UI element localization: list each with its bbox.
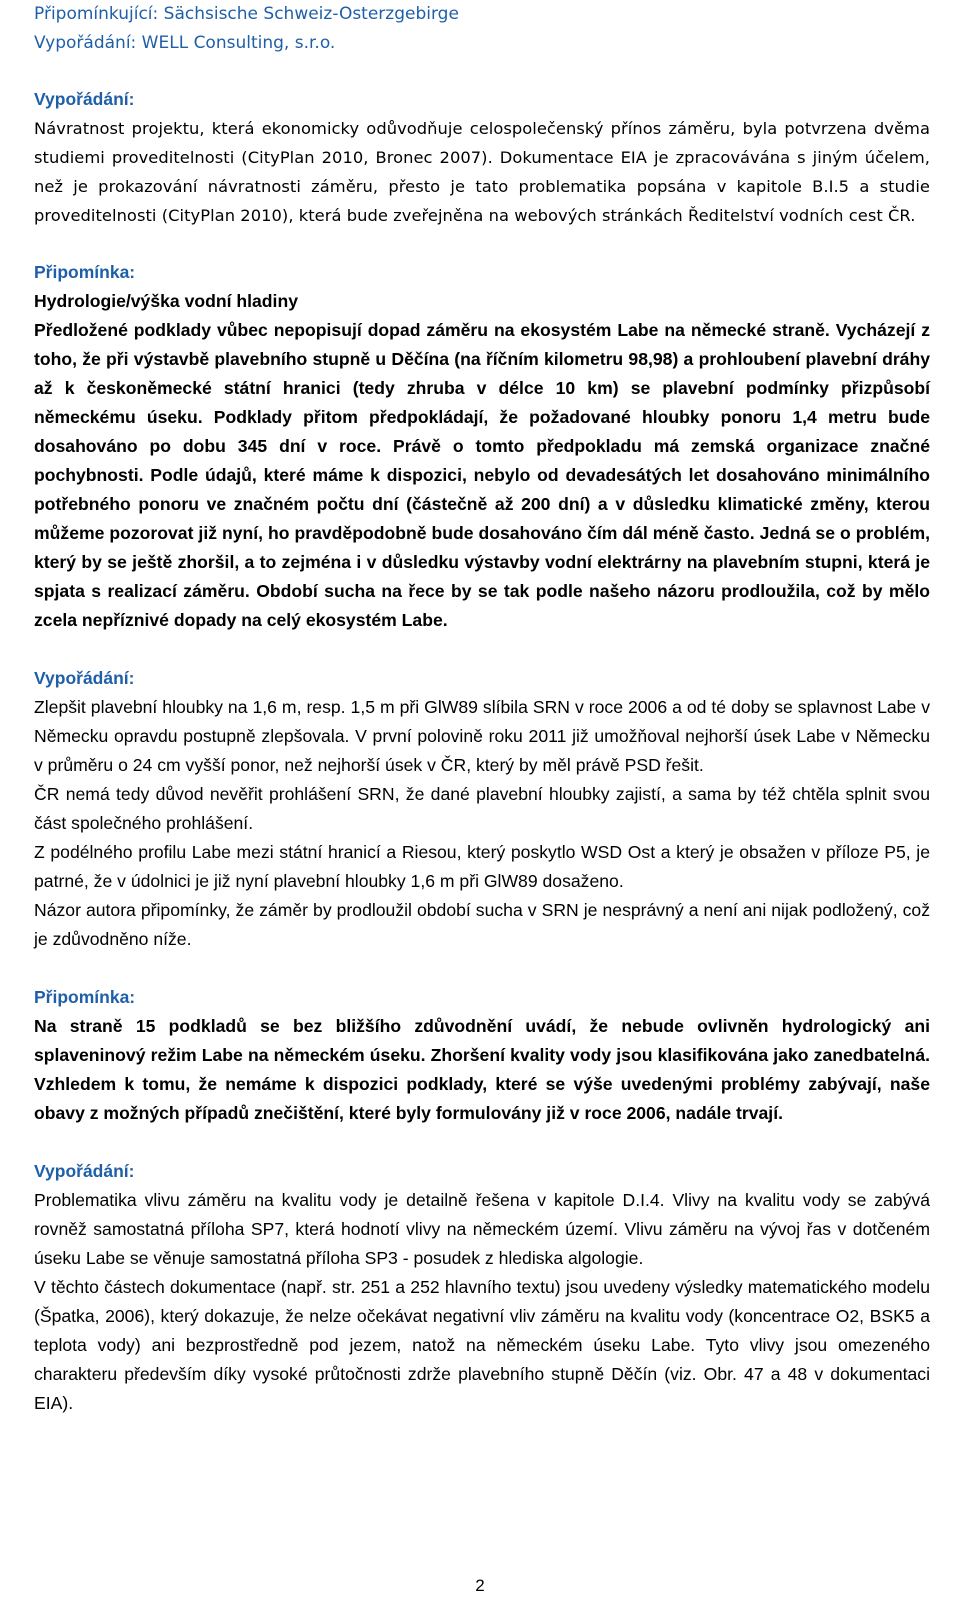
section-resolution-1 bbox=[34, 85, 930, 230]
section-paragraph: Problematika vlivu záměru na kvalitu vody je detailně řešena v kapitole D.I.4. Vlivy na kvalitu vody se zabývá rovněž samostatná příloha SP7, která hodnotí vlivy na německém území. Vlivu záměru na vývoj řas v dotčeném úseku Labe se věnuje samostatná příloha SP3 - posudek z hlediska algologie. bbox=[34, 1190, 930, 1268]
resolver-line: Vypořádání: WELL Consulting, s.r.o. bbox=[34, 33, 336, 53]
section-comment-2 bbox=[34, 983, 930, 1128]
section-comment-1 bbox=[34, 258, 930, 635]
section-label: Vypořádání: bbox=[34, 668, 135, 688]
section-paragraph: V těchto částech dokumentace (např. str. 251 a 252 hlavního textu) jsou uvedeny výsledky matematického modelu (Špatka, 2006), který dokazuje, že nelze očekávat negativní vliv záměru na kvalitu vody (koncentrace O2, BSK5 a teplota vody) ani bezprostředně pod jezem, natož na německém úseku Labe. Tyto vlivy jsou omezeného charakteru především díky vysoké průtočnosti zdrže plavebního stupně Děčín (viz. Obr. 47 a 48 v dokumentaci EIA). bbox=[34, 1277, 930, 1413]
commenter-line: Připomínkující: Sächsische Schweiz-Osterzgebirge bbox=[34, 4, 459, 24]
spacer bbox=[34, 635, 930, 664]
section-paragraph: ČR nemá tedy důvod nevěřit prohlášení SRN, že dané plavební hloubky zajistí, a sama by též chtěla splnit svou část společného prohlášení. bbox=[34, 784, 930, 833]
spacer bbox=[34, 954, 930, 983]
spacer bbox=[34, 58, 930, 85]
document-header bbox=[34, 0, 930, 58]
section-label: Vypořádání: bbox=[34, 1161, 135, 1181]
section-paragraph: Předložené podklady vůbec nepopisují dopad záměru na ekosystém Labe na německé straně. Vycházejí z toho, že při výstavbě plavebního stupně u Děčína (na říčním kilometru 98,98) a prohloubení plavební dráhy až k českoněmecké státní hranici (tedy zhruba v délce 10 km) se plavební podmínky přizpůsobí německému úseku. Podklady přitom předpokládají, že požadované hloubky ponoru 1,4 metru bude dosahováno po dobu 345 dní v roce. Právě o tomto předpokladu má zemská organizace značné pochybnosti. Podle údajů, které máme k dispozici, nebylo od devadesátých let dosahováno minimálního potřebného ponoru ve značném počtu dní (částečně až 200 dní) a v důsledku klimatické změny, kterou můžeme pozorovat již nyní, ho pravděpodobně bude dosahováno čím dál méně často. Jedná se o problém, který by se ještě zhoršil, a to zejména i v důsledku výstavby vodní elektrárny na plavebním stupni, která je spjata s realizací záměru. Období sucha na řece by se tak podle našeho názoru prodloužila, což by mělo zcela nepříznivé dopady na celý ekosystém Labe. bbox=[34, 320, 930, 630]
section-subtitle: Hydrologie/výška vodní hladiny bbox=[34, 291, 298, 311]
spacer bbox=[34, 1128, 930, 1157]
section-label: Vypořádání: bbox=[34, 89, 135, 109]
spacer bbox=[34, 230, 930, 258]
section-paragraph: Návratnost projektu, která ekonomicky odůvodňuje celospolečenský přínos záměru, byla potvrzena dvěma studiemi proveditelnosti (CityPlan 2010, Bronec 2007). Dokumentace EIA je zpracovávána s jiným účelem, než je prokazování návratnosti záměru, přesto je tato problematika popsána v kapitole B.I.5 a studie proveditelnosti (CityPlan 2010), která bude zveřejněna na webových stránkách Ředitelství vodních cest ČR. bbox=[34, 119, 930, 225]
page-number: 2 bbox=[475, 1576, 485, 1595]
section-paragraph: Zlepšit plavební hloubky na 1,6 m, resp. 1,5 m při GlW89 slíbila SRN v roce 2006 a od té doby se splavnost Labe v Německu opravdu postupně zlepšovala. V první polovině roku 2011 již umožňoval nejhorší úsek Labe v Německu v průměru o 24 cm vyšší ponor, než nejhorší úsek v ČR, který by měl právě PSD řešit. bbox=[34, 697, 930, 775]
section-label: Připomínka: bbox=[34, 262, 136, 282]
section-paragraph: Názor autora připomínky, že záměr by prodloužil období sucha v SRN je nesprávný a není ani nijak podložený, což je zdůvodněno níže. bbox=[34, 900, 930, 949]
section-paragraph: Na straně 15 podkladů se bez bližšího zdůvodnění uvádí, že nebude ovlivněn hydrologický ani splaveninový režim Labe na německém úseku. Zhoršení kvality vody jsou klasifikována jako zanedbatelná. Vzhledem k tomu, že nemáme k dispozici podklady, které se výše uvedenými problémy zabývají, naše obavy z možných případů znečištění, které byly formulovány již v roce 2006, nadále trvají. bbox=[34, 1016, 930, 1123]
section-resolution-3 bbox=[34, 1157, 930, 1418]
section-resolution-2 bbox=[34, 664, 930, 954]
section-paragraph: Z podélného profilu Labe mezi státní hranicí a Riesou, který poskytlo WSD Ost a který je obsažen v příloze P5, je patrné, že v údolnici je již nyní plavební hloubky 1,6 m při GlW89 dosaženo. bbox=[34, 842, 930, 891]
section-label: Připomínka: bbox=[34, 987, 136, 1007]
